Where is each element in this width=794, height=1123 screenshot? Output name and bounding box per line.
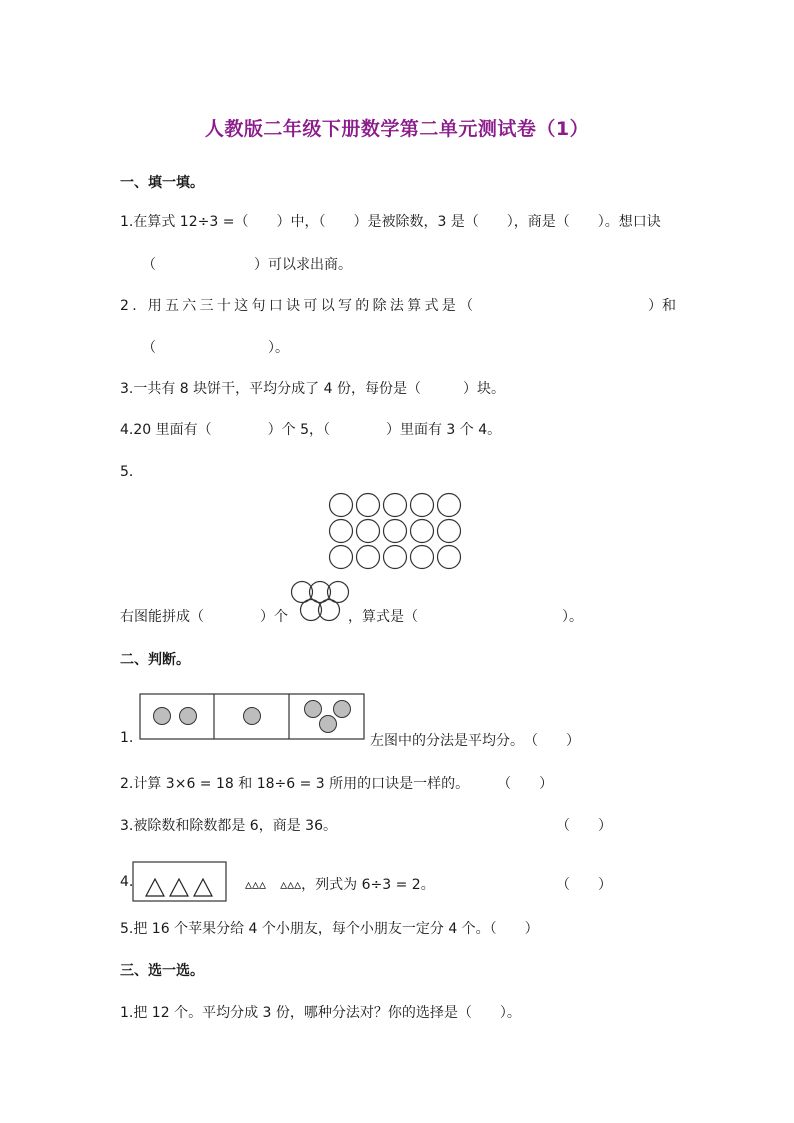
page-title: 人教版二年级下册数学第二单元测试卷（1） [204,118,590,140]
section-2-heading: 二、判断。 [120,652,190,668]
question-1-2-end: ）和 [648,298,676,314]
judge-4-text: ▵▵▵ ▵▵▵，列式为 6÷3 = 2。 [245,877,435,893]
judge-1-text: 左图中的分法是平均分。 （ ） [370,733,580,749]
question-1-5-label: 5． [120,464,143,480]
question-1-5-text-c: ）。 [562,609,583,625]
judge-4-number: 4. [120,874,134,890]
grouping-dots-figure [139,693,366,741]
judge-3: 3.被除数和除数都是 6，商是 36。 [120,818,337,834]
question-1-5-text-b: ，算式是（ [348,609,418,625]
question-1-1-line-2: （ ）可以求出商。 [142,257,352,273]
judge-5: 5.把 16 个苹果分给 4 个小朋友，每个小朋友一定分 4 个。（ ） [120,921,539,937]
circle-grid-figure [328,492,468,572]
judge-2: 2.计算 3×6 = 18 和 18÷6 = 3 所用的口诀是一样的。 （ ） [120,776,554,792]
judge-1-number: 1. [120,730,134,746]
judge-4-answer-paren: （ ） [556,877,612,893]
olympic-rings-figure [290,580,352,624]
question-1-3: 3.一共有 8 块饼干，平均分成了 4 份，每份是（ ）块。 [120,381,505,397]
question-1-5-text-a: 右图能拼成（ ）个 [120,609,288,625]
choice-1: 1.把 12 个。平均分成 3 份，哪种分法对？你的选择是（ ）。 [120,1005,521,1021]
section-1-heading: 一、填一填。 [120,175,204,191]
circle-grid [330,494,461,569]
question-1-2-line-2: （ ）。 [142,340,289,356]
question-1-1-line-1: 1.在算式 12÷3 =（ ）中，（ ）是被除数，3 是（ ），商是（ ）。想口诀 [120,214,661,230]
judge-3-answer-paren: （ ） [556,818,612,834]
section-3-heading: 三、选一选。 [120,963,204,979]
triangles-box-figure [132,861,228,903]
question-1-2-line-1: 2. 用五六三十这句口诀可以写的除法算式是（ [120,298,477,314]
question-1-4: 4.20 里面有（ ）个 5，（ ）里面有 3 个 4。 [120,422,502,438]
